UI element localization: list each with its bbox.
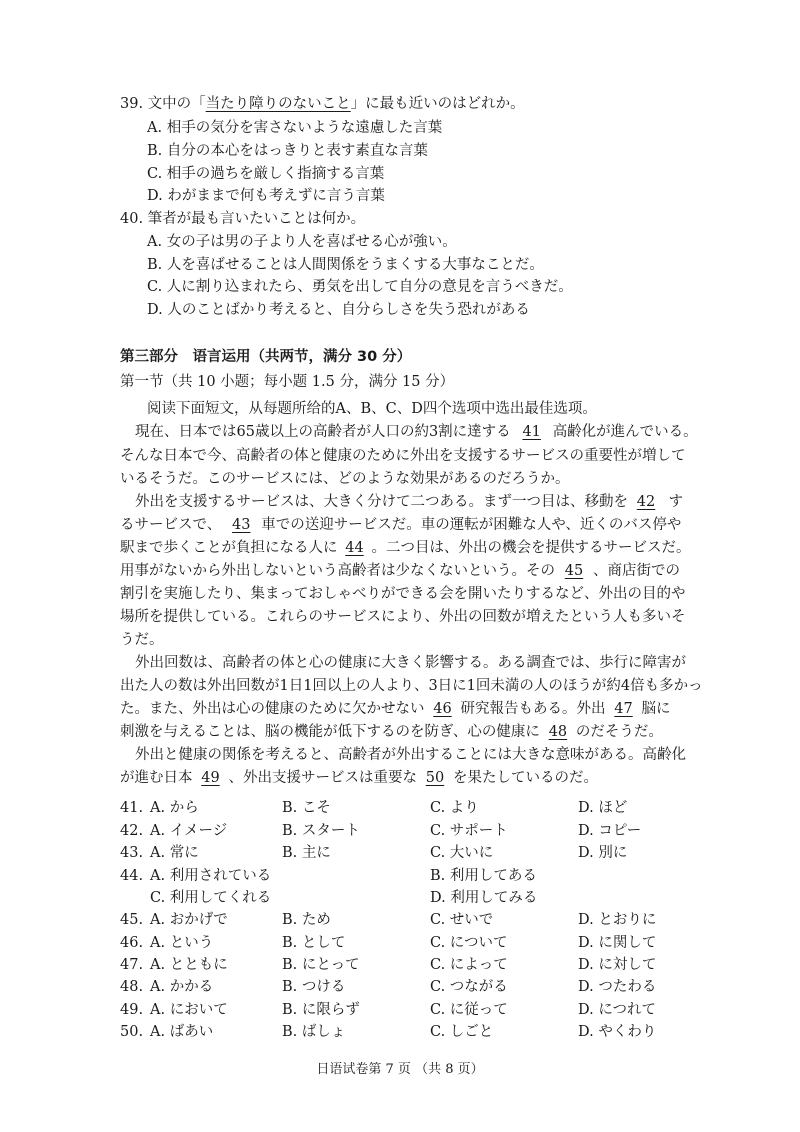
blank-50: 50 [425,770,445,786]
question-text: 」に最も近いのはどれか。 [350,96,525,112]
q40-option-c: C. 人に割り込まれたら、勇気を出して自分の意見を言うべきだ。 [147,279,573,295]
passage-line: 外出を支援するサービスは、大きく分けて二つある。まず一つ目は、移動を 42 す [135,494,684,510]
passage-line: 出た人の数は外出回数が1日1回以上の人より、3日に1回未満の人のほうが約4倍も多かっ [120,678,703,694]
section-title: 第三部分 语言运用（共两节，满分 30 分） [120,349,412,365]
q40-option-d: D. 人のことばかり考えると、自分らしさを失う恐れがある [147,302,530,318]
q40-option-b: B. 人を喜ばせることは人間関係をうまくする大事なことだ。 [147,257,544,273]
blank-49: 49 [201,770,220,786]
passage-line: 現在、日本では65歳以上の高齢者が人口の約3割に達する 41 高齢化が進んでいる。 [135,424,698,440]
passage-line: が進む日本 49 、外出支援サービスは重要な 50 を果たしているのだ。 [120,770,598,786]
question-number: 39. [120,96,144,112]
blank-47: 47 [614,701,633,717]
exam-page: 39. 文中の「当たり障りのないこと」に最も近いのはどれか。 A. 相手の気分を害さないような遠慮した言葉 B. 自分の本心をはっきりと表す素直な言葉 C. 相手の過ちを厳しく指摘する言葉 D. わがままで何も考えずに言う言葉 40. 筆者が最も言いたいことは何か。 A. 女の子は男の子より人を喜ばせる心が強い。 B. 人を喜ばせることは人間関係をうまくする大事なことだ。 C. 人に割り込まれたら、勇気を出して自分の意見を言うべきだ。 D. 人のことばかり考えると、自分らしさを失う恐れがある 第三部分 语言运用（共两节，满分 30 分） 第一节（共 10 小题；每小题 1.5 分，满分 15 分） 阅读下面短文，从每题所给的A、B、C、D四个选项中选出最佳选项。 現在、日本では65歳以上の高齢者が人口の約3割に達する 41 高齢化が進んでいる。 そんな日本で今、高齢者の体と健康のために外出を支援するサービスの重要性が増して いるそうだ。このサービスには、どのような効果があるのだろうか。 外出を支援するサービスは、大きく分けて二つある。まず一つ目は、移動を 42 す るサービスで、 43 車での送迎サービスだ。車の運転が困難な人や、近くのバス停や 駅まで歩くことが負担になる人に 44 。二つ目は、外出の機会を提供するサービスだ。 用事がないから外出しないという高齢者は少なくないという。その 45 、商店街での 割引を実施したり、集まっておしゃべりができる会を開いたりするなど、外出の目的や 場所を提供している。これらのサービスにより、外出の回数が増えたという人も多いそ うだ。 外出回数は、高齢者の体と心の健康に大きく影響する。ある調査では、歩行に障害が 出た人の数は外出回数が1日1回以上の人より、3日に1回未満の人のほうが約4倍も多かっ た。また、外出は心の健康のために欠かせない 46 研究報告もある。外出 47 脳に 刺激を与えることは、脳の機能が低下するのを防ぎ、心の健康に 48 のだそうだ。 外出と健康の関係を考えると、高齢者が外出することには大きな意味がある。高齢化 が進む日本 49 、外出支援サービスは重要な 50 を果たしているのだ。 41. A. から B. こそ C. より D. ほど 42. A. イメージ B. スタート C. サポート D. コピー 43. A. 常に B. 主に C. 大いに D. 別に 44. A. 利用されている B. 利用してある C. 利用してくれる D. 利用してみる 45. A. おかげで B. ため C. せいで D. とおりに 46. A. という B. として C. について D. に関して 47. A. とともに B. にとって C. によって D. に対して 48. A. かかる B. つける C. つながる D. つたわる 49. A. において B. に限らず C. に従って D. につれて 50. A. ばあい B. ばしょ C. しごと D. やくわり 日语试卷第 7 页 （共 8 页） [0,0,800,1132]
page-footer: 日语试卷第 7 页 （共 8 页） [316,1062,484,1077]
question-text: 文中の「 [147,96,206,112]
subsection-title: 第一节（共 10 小题；每小题 1.5 分，满分 15 分） [120,374,455,390]
passage-line: うだ。 [120,632,164,648]
q39-option-a: A. 相手の気分を害さないような遠慮した言葉 [147,120,443,136]
passage-line: いるそうだ。このサービスには、どのような効果があるのだろうか。 [120,471,570,487]
blank-44: 44 [345,540,364,556]
blank-43: 43 [231,517,251,533]
passage-line: るサービスで、 43 車での送迎サービスだ。車の運転が困難な人や、近くのバス停や [120,517,682,533]
passage-line: 外出回数は、高齢者の体と心の健康に大きく影響する。ある調査では、歩行に障害が [135,655,686,671]
passage-line: 刺激を与えることは、脳の機能が低下するのを防ぎ、心の健康に 48 のだそうだ。 [120,724,663,740]
passage-line: 外出と健康の関係を考えると、高齢者が外出することには大きな意味がある。高齢化 [135,747,686,763]
passage-line: そんな日本で今、高齢者の体と健康のために外出を支援するサービスの重要性が増して [120,448,686,464]
underlined-quote: 当たり障りのないこと [205,96,351,112]
passage-line: 用事がないから外出しないという高齢者は少なくないという。その 45 、商店街での [120,563,680,579]
q39-option-c: C. 相手の過ちを厳しく指摘する言葉 [147,166,385,182]
passage-line: 割引を実施したり、集まっておしゃべりができる会を開いたりするなど、外出の目的や [120,586,686,602]
blank-46: 46 [433,701,452,717]
q39-option-b: B. 自分の本心をはっきりと表す素直な言葉 [147,143,428,159]
passage-line: た。また、外出は心の健康のために欠かせない 46 研究報告もある。外出 47 脳に [120,701,671,717]
passage-line: 駅まで歩くことが負担になる人に 44 。二つ目は、外出の機会を提供するサービスだ。 [120,540,691,556]
blank-45: 45 [564,563,584,579]
blank-41: 41 [522,424,541,440]
passage-line: 場所を提供している。これらのサービスにより、外出の回数が増えたという人も多いそ [120,609,686,625]
question-40-stem: 40. 筆者が最も言いたいことは何か。 [120,211,366,227]
blank-42: 42 [636,494,656,510]
question-39-stem [120,94,525,114]
q39-option-d: D. わがままで何も考えずに言う言葉 [147,188,385,204]
instruction: 阅读下面短文，从每题所给的A、B、C、D四个选项中选出最佳选项。 [147,401,597,417]
q40-option-a: A. 女の子は男の子より人を喜ばせる心が強い。 [147,234,457,250]
blank-48: 48 [548,724,568,740]
